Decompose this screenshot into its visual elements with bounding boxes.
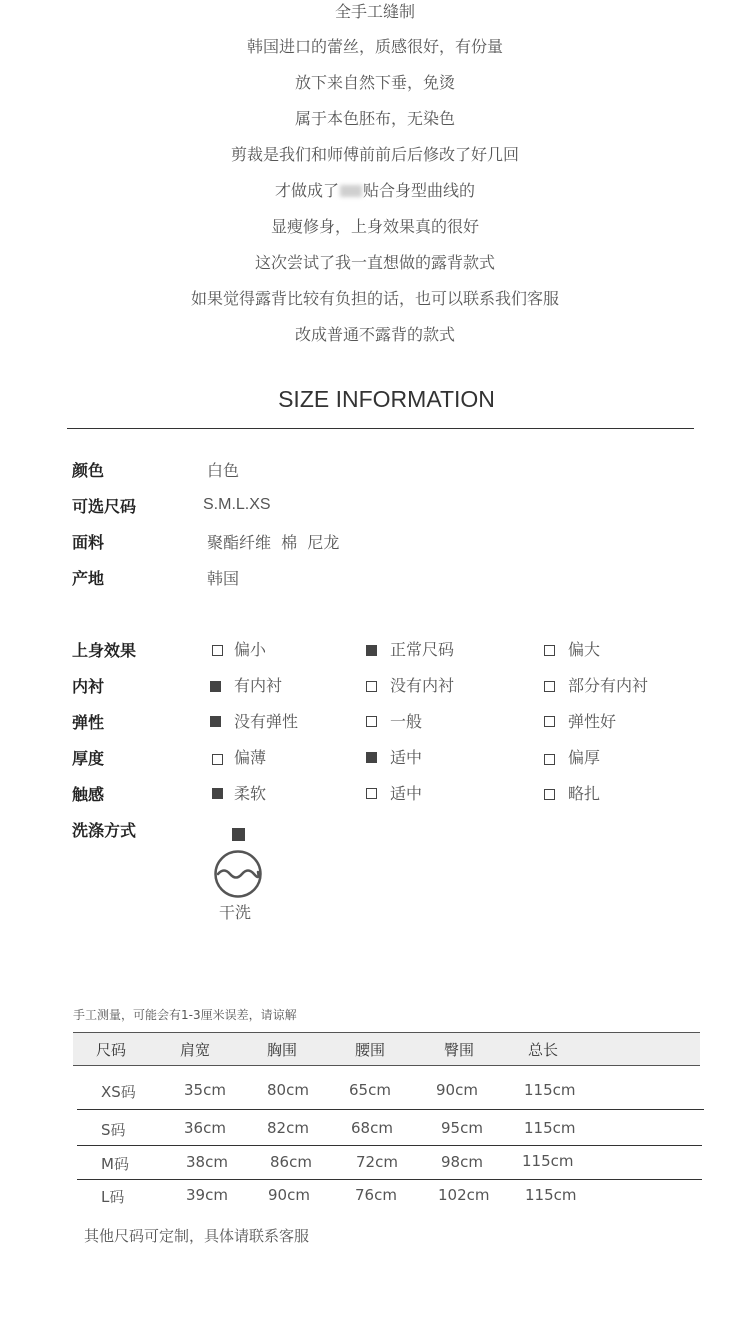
option-label: 弹性好 <box>568 712 617 731</box>
table-cell: 80cm <box>267 1081 309 1099</box>
intro-line-part: 贴合身型曲线的 <box>363 181 476 200</box>
table-cell: 115cm <box>525 1186 577 1204</box>
option-label: 偏大 <box>568 640 601 659</box>
table-header-cell: 尺码 <box>96 1041 127 1059</box>
checkbox <box>212 754 223 765</box>
option-label: 正常尺码 <box>390 640 455 659</box>
table-header <box>73 1032 700 1066</box>
info-value-fabric: 聚酯纤维 棉 尼龙 <box>207 533 340 552</box>
table-cell: 90cm <box>268 1186 310 1204</box>
checkbox <box>212 645 223 656</box>
attr-label-wash: 洗涤方式 <box>72 821 137 840</box>
table-cell: 65cm <box>349 1081 391 1099</box>
checkbox <box>544 716 555 727</box>
intro-line <box>0 179 750 203</box>
table-cell: 90cm <box>436 1081 478 1099</box>
table-cell: 35cm <box>184 1081 226 1099</box>
intro-line: 剪裁是我们和师傅前前后后修改了好几回 <box>230 145 519 164</box>
checkbox <box>366 716 377 727</box>
table-cell: 38cm <box>186 1153 228 1171</box>
table-row-divider <box>77 1109 704 1110</box>
divider <box>67 428 694 429</box>
table-cell: 102cm <box>438 1186 490 1204</box>
attr-label-lining: 内衬 <box>72 677 105 696</box>
intro-line: 这次尝试了我一直想做的露背款式 <box>254 253 495 272</box>
option-label: 适中 <box>390 748 423 767</box>
table-cell: 68cm <box>351 1119 393 1137</box>
info-label-origin: 产地 <box>72 569 105 588</box>
table-cell: L码 <box>101 1188 125 1206</box>
intro-line: 显瘦修身，上身效果真的很好 <box>270 217 479 236</box>
option-label: 一般 <box>390 712 423 731</box>
table-header-cell: 腰围 <box>355 1041 386 1059</box>
info-label-sizes: 可选尺码 <box>72 497 137 516</box>
table-cell: 115cm <box>524 1081 576 1099</box>
option-label: 偏厚 <box>568 748 601 767</box>
measurement-note: 手工测量，可能会有1-3厘米误差，请谅解 <box>73 1008 297 1022</box>
option-label: 有内衬 <box>234 676 283 695</box>
checkbox-checked <box>210 681 221 692</box>
table-cell: XS码 <box>101 1083 136 1101</box>
info-value-color: 白色 <box>207 461 240 480</box>
checkbox-checked <box>366 752 377 763</box>
attr-label-touch: 触感 <box>72 785 105 804</box>
table-row-divider <box>77 1179 702 1180</box>
table-cell: 72cm <box>356 1153 398 1171</box>
attr-label-thickness: 厚度 <box>72 749 105 768</box>
table-header-cell: 臀围 <box>444 1041 475 1059</box>
table-cell: M码 <box>101 1155 129 1173</box>
checkbox-checked <box>212 788 223 799</box>
intro-line: 属于本色胚布，无染色 <box>294 109 455 128</box>
custom-size-note: 其他尺码可定制，具体请联系客服 <box>84 1227 310 1245</box>
attr-label-fit: 上身效果 <box>72 641 137 660</box>
intro-line: 韩国进口的蕾丝，质感很好，有份量 <box>246 37 503 56</box>
table-row-divider <box>77 1145 702 1146</box>
intro-line: 如果觉得露背比较有负担的话，也可以联系我们客服 <box>190 289 559 308</box>
option-label: 略扎 <box>568 784 601 803</box>
dry-clean-icon <box>213 849 263 899</box>
info-value-origin: 韩国 <box>207 569 240 588</box>
checkbox-checked <box>232 828 245 841</box>
checkbox <box>366 681 377 692</box>
table-cell: 115cm <box>522 1152 574 1170</box>
option-label: 偏薄 <box>234 748 267 767</box>
attr-label-elasticity: 弹性 <box>72 713 105 732</box>
table-cell: 36cm <box>184 1119 226 1137</box>
table-cell: 39cm <box>186 1186 228 1204</box>
checkbox <box>544 681 555 692</box>
checkbox <box>366 788 377 799</box>
intro-line-part: 才做成了 <box>274 181 339 200</box>
intro-line: 改成普通不露背的款式 <box>294 325 455 344</box>
table-header-cell: 肩宽 <box>180 1041 211 1059</box>
option-label: 没有弹性 <box>234 712 299 731</box>
checkbox-checked <box>210 716 221 727</box>
info-value-sizes: S.M.L.XS <box>203 496 271 513</box>
table-header-cell: 胸围 <box>267 1041 298 1059</box>
checkbox <box>544 789 555 800</box>
wash-option-label: 干洗 <box>219 903 252 922</box>
checkbox <box>544 645 555 656</box>
option-label: 部分有内衬 <box>568 676 649 695</box>
intro-line: 全手工缝制 <box>334 2 415 21</box>
table-header-cell: 总长 <box>528 1041 559 1059</box>
checkbox-checked <box>366 645 377 656</box>
info-label-color: 颜色 <box>72 461 105 480</box>
option-label: 偏小 <box>234 640 267 659</box>
option-label: 柔软 <box>234 784 267 803</box>
size-information-title: SIZE INFORMATION <box>278 386 495 412</box>
info-label-fabric: 面料 <box>72 533 105 552</box>
table-cell: 98cm <box>441 1153 483 1171</box>
blurred-text <box>340 185 362 197</box>
table-cell: S码 <box>101 1121 126 1139</box>
table-cell: 95cm <box>441 1119 483 1137</box>
table-cell: 82cm <box>267 1119 309 1137</box>
table-cell: 76cm <box>355 1186 397 1204</box>
intro-line: 放下来自然下垂，免烫 <box>294 73 455 92</box>
table-cell: 115cm <box>524 1119 576 1137</box>
option-label: 适中 <box>390 784 423 803</box>
checkbox <box>544 754 555 765</box>
table-cell: 86cm <box>270 1153 312 1171</box>
option-label: 没有内衬 <box>390 676 455 695</box>
